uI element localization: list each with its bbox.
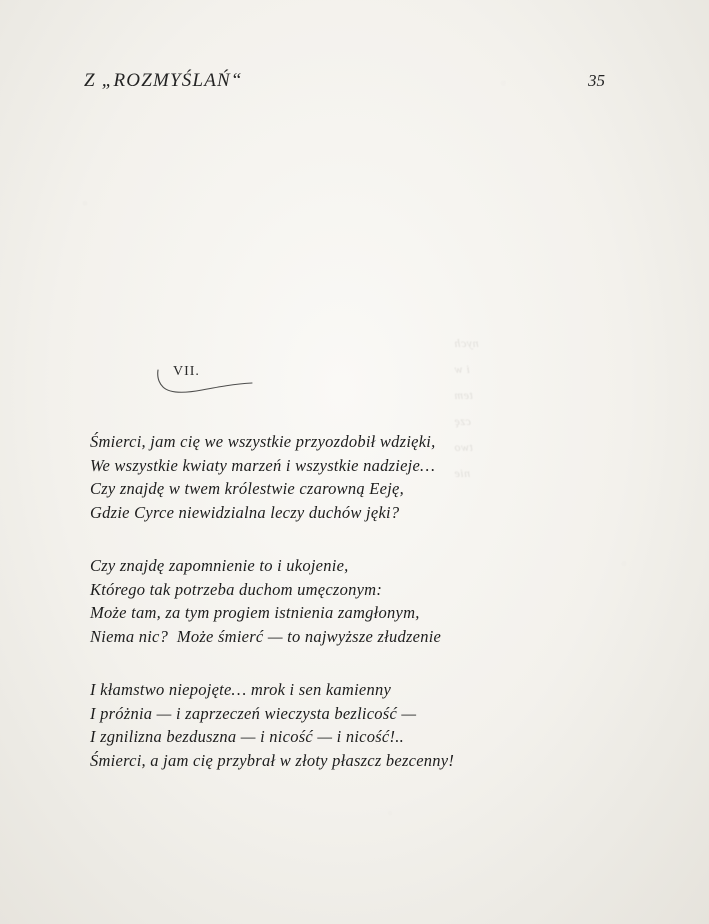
stanza [90, 554, 610, 648]
poem-line: Gdzie Cyrce niewidzialna leczy duchów jęki? [90, 502, 400, 522]
poem-line: We wszystkie kwiaty marzeń i wszystkie nadzieje… [90, 455, 436, 475]
poem-line: Czy znajdę w twem królestwie czarowną Eeję, [90, 479, 404, 498]
poem-line: Czy znajdę zapomnienie to i ukojenie, [90, 556, 349, 575]
stanza [90, 678, 610, 772]
poem-line: I próżnia — i zaprzeczeń wieczysta bezlicość — [90, 703, 417, 723]
poem-line: I kłamstwo niepojęte… mrok i sen kamienny [90, 680, 392, 699]
poem-line: Może tam, za tym progiem istnienia zamgłonym, [90, 603, 420, 622]
section-number: VII. [173, 364, 200, 379]
poem-line: Którego tak potrzeba duchom umęczonym: [90, 579, 383, 599]
showthrough-line: i w [454, 362, 470, 376]
showthrough-line: two [454, 440, 473, 454]
running-title: Z „ROZMYŚLAŃ“ [84, 70, 243, 91]
showthrough-line: nie [454, 466, 471, 480]
poem-body [90, 430, 610, 772]
poem-line: Śmierci, a jam cię przybrał w złoty płaszcz bezcenny! [90, 750, 455, 770]
poem-line: Śmierci, jam cię we wszystkie przyozdobił wdzięki, [90, 432, 436, 451]
section-underline-flourish [156, 368, 256, 394]
showthrough-line: tem [454, 388, 473, 402]
page-header [84, 70, 625, 92]
page-number: 35 [588, 71, 605, 90]
poem-line: I zgnilizna bezduszna — i nicość — i nicość!.. [90, 727, 404, 746]
poem-line: Niema nic? Może śmierć — to najwyższe złudzenie [90, 626, 442, 646]
showthrough-line: czę [454, 414, 471, 428]
stanza [90, 430, 610, 524]
showthrough-line: nych [454, 336, 479, 350]
